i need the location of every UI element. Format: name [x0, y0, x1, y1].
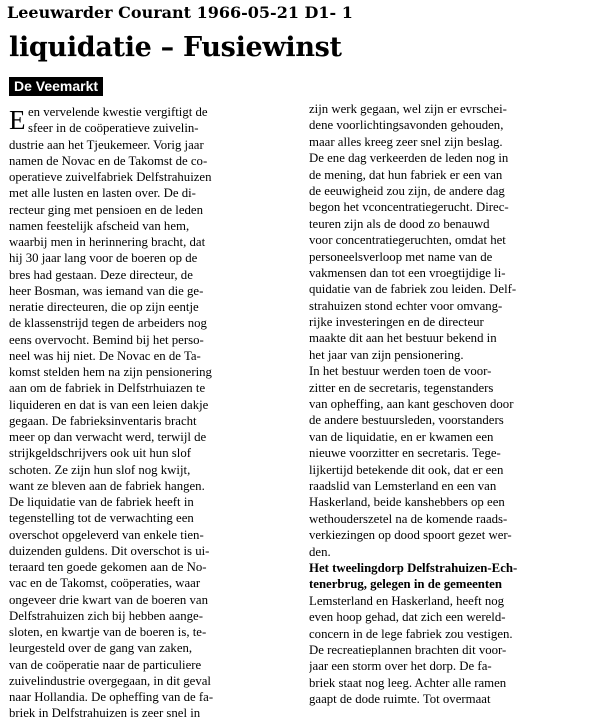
article-column-1 [9, 104, 299, 722]
text-line: bres had gestaan. Deze directeur, de [9, 267, 193, 282]
text-line: dustrie aan het Tjeukemeer. Vorig jaar [9, 137, 204, 152]
text-line: dene voorlichtingsavonden gehouden, [309, 118, 504, 133]
text-line: namen de Novac en de Takomst de co- [9, 153, 208, 168]
text-line: van opheffing, aan kant geschoven door [309, 397, 514, 412]
text-line: den. [309, 544, 331, 559]
text-line: begon het vconcentratiegerucht. Direc- [309, 200, 509, 215]
text-line: van de liquidatie, en er kwamen een [309, 429, 494, 444]
text-line: wethouderszetel na de komende raads- [309, 511, 508, 526]
text-line: nieuwe voorzitter en secretaris. Tege- [309, 446, 501, 461]
text-line: gegaan. De fabrieksinventaris bracht [9, 413, 197, 428]
text-line: de mening, dat hun fabriek er een van [309, 167, 503, 182]
publication-header: Leeuwarder Courant 1966-05-21 D1- 1 [7, 3, 353, 22]
text-line: aan om de fabriek in Delfstrhuiazen te [9, 381, 206, 396]
text-line: quidatie van de fabriek zou leiden. Delf- [309, 282, 517, 297]
text-line: operatieve zuivelfabriek Delfstrahuizen [9, 170, 212, 184]
text-line: gaapt de dode ruimte. Tot overmaat [309, 692, 491, 707]
text-line: briek staat nog leeg. Achter alle ramen [309, 675, 507, 690]
text-line: even hoop gehad, dat zich een wereld- [309, 610, 506, 625]
text-line: heer Bosman, was iemand van die ge- [9, 283, 204, 298]
text-line: briek in Delfstrahuizen is zeer snel in [9, 706, 201, 721]
text-line: jaar een storm over het dorp. De fa- [309, 659, 492, 674]
text-line: concern in de lege fabriek zou vestigen. [309, 626, 513, 641]
text-line: waarbij men in herinnering bracht, dat [9, 235, 206, 249]
text-line: sloten, en kwartje van de boeren is, te- [9, 625, 207, 639]
text-line: want ze bleven aan de fabriek hangen. [9, 478, 205, 493]
text-line: Haskerland, beide kanshebbers op een [309, 495, 505, 510]
text-line: tenerbrug, gelegen in de gemeenten [309, 577, 502, 592]
text-line: neratie directeuren, die op zijn eentje [9, 300, 199, 314]
text-line: sfeer in de coöperatieve zuivelin- [28, 121, 199, 136]
text-line: In het bestuur werden toen de voor- [309, 364, 492, 379]
text-line: overschot opgeleverd van enkele tien- [9, 527, 204, 542]
text-line: hij 30 jaar lang voor de boeren op de [9, 251, 198, 266]
text-line: maar alles kreeg zeer snel zijn beslag. [309, 134, 503, 149]
text-line: namen feestelijk afscheid van hem, [9, 218, 190, 233]
text-line: liquideren en dat is van een leien dakje [9, 397, 209, 412]
text-line: strahuizen stond echter voor omvang- [309, 298, 503, 313]
text-line: naar Hollandia. De opheffing van de fa- [9, 690, 214, 704]
text-line: teuren zijn als de dood zo benauwd [309, 216, 490, 231]
text-line: Delfstrahuizen zich bij hebben aange- [9, 608, 203, 623]
text-line: vakmensen dan tot een vroegtijdige li- [309, 265, 506, 280]
text-line: de eeuwigheid zou zijn, de andere dag [309, 183, 505, 198]
text-line: en vervelende kwestie vergiftigt de [28, 105, 208, 119]
article-column-2 [309, 101, 591, 707]
text-line: recteur ging met pensioen en de leden [9, 202, 204, 217]
text-line: De liquidatie van de fabriek heeft in [9, 495, 194, 509]
text-line: Lemsterland en Haskerland, heeft nog [309, 593, 505, 608]
text-line: vac en de Takomst, coöperaties, waar [9, 576, 201, 591]
article-headline: liquidatie – Fusiewinst [9, 32, 342, 63]
text-line: eens overvocht. Bemind bij het perso- [9, 332, 204, 347]
drop-cap: E [9, 105, 26, 135]
text-line: De recreatieplannen brachten dit voor- [309, 642, 507, 657]
text-line: ongeveer drie kwart van de boeren van [9, 592, 208, 607]
text-line: De ene dag verkeerden de leden nog in [309, 151, 509, 166]
text-line: zuivelindustrie overgegaan, in dit geval [9, 673, 211, 688]
text-line: van de coöperatie naar de particuliere [9, 657, 202, 672]
text-line: het jaar van zijn pensionering. [309, 347, 464, 362]
text-line: Het tweelingdorp Delfstrahuizen-Ech- [309, 560, 518, 575]
text-line: neel was hij niet. De Novac en de Ta- [9, 348, 201, 363]
text-line: strijkgeldschrijvers ook uit hun slof [9, 446, 191, 461]
text-line: raadslid van Lemsterland en een van [309, 478, 497, 493]
text-line: lijkertijd betekende dit ook, dat er een [309, 462, 504, 477]
text-line: meer op dan verwacht werd, terwijl de [9, 430, 207, 444]
text-line: duizenden guldens. Dit overschot is ui- [9, 543, 210, 558]
text-line: de klassenstrijd tegen de arbeiders nog [9, 316, 207, 331]
text-line: voor concentratiegeruchten, omdat het [309, 233, 506, 248]
text-line: maakte dit aan het bestuur bekend in [309, 331, 497, 346]
text-line: teraard ten goede gekomen aan de No- [9, 560, 207, 574]
text-line: personeelsverloop met name van de [309, 249, 493, 264]
text-line: zitter en de secretaris, tegenstanders [309, 380, 494, 395]
section-kicker: De Veemarkt [9, 77, 103, 96]
text-line: zijn werk gegaan, wel zijn er evrschei- [309, 102, 507, 116]
text-line: leurgesteld over de gang van zaken, [9, 641, 193, 656]
text-line: tegenstelling tot de verwachting een [9, 511, 194, 526]
text-line: de andere bestuursleden, voorstanders [309, 413, 504, 428]
text-line: verkiezingen op dood spoort gezet wer- [309, 528, 512, 543]
text-line: schoten. Ze zijn hun slof nog kwijt, [9, 462, 191, 477]
text-line: met alle lusten en lasten over. De di- [9, 186, 196, 201]
text-line: komst stelden hem na zijn pensionering [9, 365, 212, 379]
text-line: rijke investeringen en de directeur [309, 315, 484, 330]
